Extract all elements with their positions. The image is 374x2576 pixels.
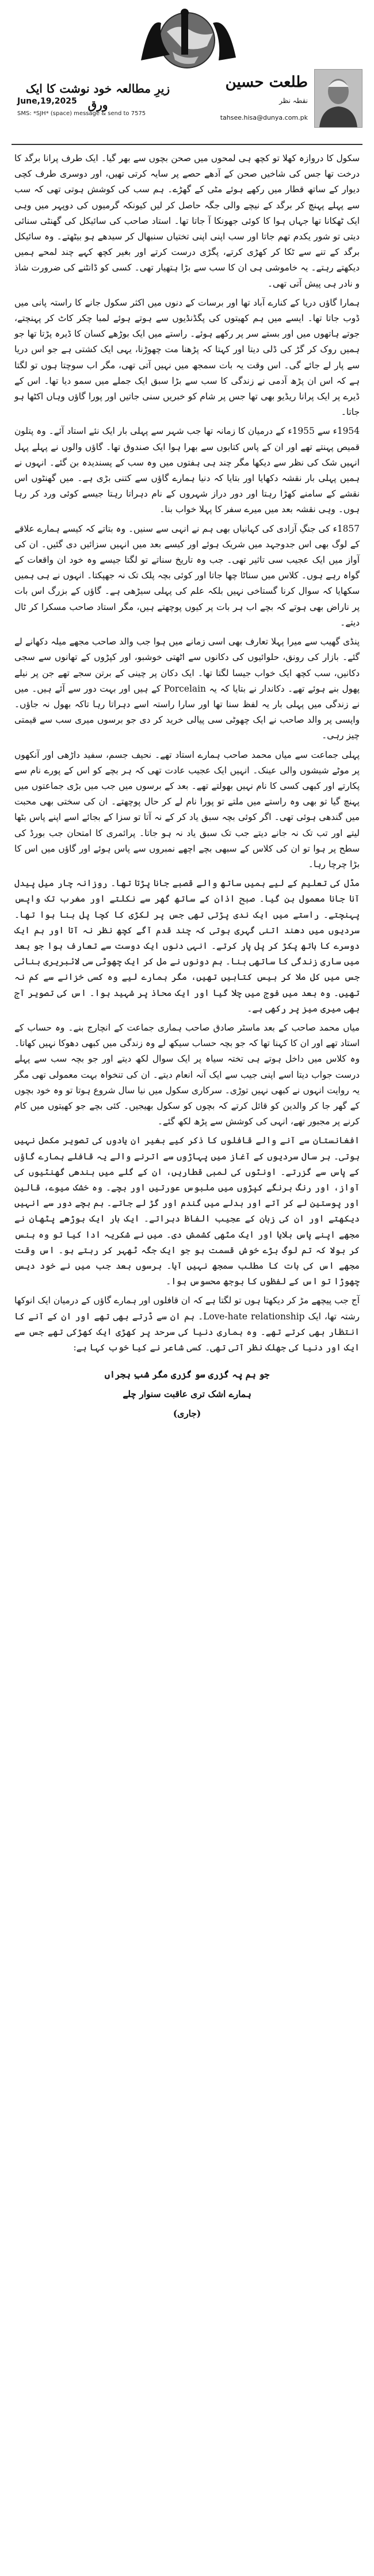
columnist-block bbox=[155, 69, 362, 132]
poem-line: جو ہم پہ گزری سو گزری مگر شبِ ہجراں bbox=[104, 1369, 270, 1380]
paragraph: افغانستان سے آنے والے قافلوں کا ذکر کیے بغیر ان یادوں کی تصویر مکمل نہیں ہوتی۔ ہر سال سردیوں کے آغاز میں پہاڑوں سے اترنے والے یہ قافلے ہمارے گاؤں کے پاس سے گزرتے۔ اونٹوں کی لمبی قطاریں، ان کے گلے میں بندھی گھنٹیوں کی آواز، اور رنگ برنگے کپڑوں میں ملبوس عورتیں اور بچے۔ وہ خشک میوے، قالین اور پوستین لے کر آتے اور بدلے میں گندم اور گڑ لے جاتے۔ ہم بچے دور سے انہیں دیکھتے اور ان کی زبان کے عجیب الفاظ دہراتے۔ ایک بار ایک بوڑھے پٹھان نے مجھے اپنے پاس بلایا اور ایک مٹھی کشمش دی۔ میں نے شکریہ ادا کیا تو وہ ہنس کر بولا کہ تم لوگ بڑے خوش قسمت ہو جو ایک جگہ ٹھہر کر رہتے ہو۔ اس وقت مجھے اس کی بات کا مطلب سمجھ نہیں آیا۔ برسوں بعد جب میں نے خود دیس چھوڑا تو اس کے لفظوں کا بوجھ محسوس ہوا۔ bbox=[14, 1135, 360, 1287]
newspaper-logo bbox=[127, 6, 247, 75]
publish-date: June,19,2025 bbox=[17, 97, 77, 106]
paragraph: سکول کا دروازہ کھلا تو کچھ ہی لمحوں میں صحن بچوں سے بھر گیا۔ ایک طرف پرانا برگد کا درخت تھا جس کی شاخیں صحن کے آدھے حصے پر سایہ کرتی تھیں، اور دوسری طرف کچی دیوار کے ساتھ قطار میں رکھے ہوئے مٹی کے گھڑے۔ ہم سب کی کوشش ہوتی تھی کہ سب سے پہلے پہنچ کر برگد کے نیچے والی جگہ حاصل کر لیں کیونکہ گرمیوں کی دوپہر میں وہی ایک ٹھکانا تھا جہاں ہوا کا کوئی جھونکا آ جاتا تھا۔ استاد صاحب کی سائیکل کی گھنٹی سنائی دیتی تو شور یکدم تھم جاتا اور سب اپنی اپنی تختیاں سنبھال کر سیدھے ہو بیٹھتے۔ وہ سائیکل برگد کے تنے سے ٹکا کر کھڑی کرتے، پگڑی درست کرتے اور بغیر کچھ کہے چند لمحے ہمیں دیکھتے رہتے۔ یہ خاموشی ہی ان کا سب سے بڑا ہتھیار تھی۔ کسی کو ڈانٹنے کی ضرورت شاذ و نادر ہی پیش آتی تھی۔ bbox=[14, 153, 360, 289]
person-icon bbox=[315, 70, 362, 127]
columnist-email: tahsee.hisa@dunya.com.pk bbox=[220, 114, 308, 121]
column-name: نقطہ نظر bbox=[279, 97, 308, 105]
columnist-name: طلعت حسین bbox=[225, 74, 308, 91]
paragraph: ہمارا گاؤں دریا کے کنارے آباد تھا اور برسات کے دنوں میں اکثر سکول جانے کا راستہ پانی میں ڈوب جاتا تھا۔ ایسے میں ہم کھیتوں کی پگڈنڈیوں سے ہوتے ہوئے لمبا چکر کاٹ کر پہنچتے، جوتے ہاتھوں میں اور بستے سر پر رکھے ہوئے۔ راستے میں ایک بوڑھے کسان کا ڈیرہ پڑتا تھا جو ہمیں روک کر گڑ کی ڈلی دیتا اور کہتا کہ پڑھنا مت چھوڑنا، یہی ایک کشتی ہے جو اس دریا سے پار لے جائے گی۔ اس وقت یہ بات سمجھ میں نہیں آتی تھی، مگر اب سوچتا ہوں تو لگتا ہے کہ اس ان پڑھ آدمی نے زندگی کا سب سے بڑا سبق ایک جملے میں سمو دیا تھا۔ اس کے ڈیرے پر ایک پرانا ریڈیو بھی تھا جس پر شام کو خبریں سنی جاتیں اور پورا گاؤں وہاں اکٹھا ہو جاتا۔ bbox=[14, 297, 360, 418]
paragraph: پنڈی گھیب سے میرا پہلا تعارف بھی اسی زمانے میں ہوا جب والد صاحب مجھے میلہ دکھانے لے گئے۔ بازار کی رونق، حلوائیوں کی دکانوں سے اٹھتی خوشبو، اور کپڑوں کے تھانوں سے سجی دکانیں، سب کچھ ایک خواب جیسا لگتا تھا۔ ایک دکان پر چینی کے برتن سجے تھے جن پر نیلے پھول بنے ہوئے تھے۔ دکاندار نے بتایا کہ یہ Porcelain کے ہیں اور بہت دور سے آئے ہیں۔ میں نے زندگی میں پہلی بار یہ لفظ سنا تھا اور سارا راستہ اسے دہراتا رہا تاکہ بھول نہ جاؤں۔ واپسی پر والد صاحب نے ایک چھوٹی سی پیالی خرید کر دی جو برسوں میری سب سے قیمتی چیز رہی۔ bbox=[14, 636, 360, 741]
logo-globe-icon bbox=[127, 6, 247, 75]
continued-marker: (جاری) bbox=[173, 1409, 201, 1419]
paragraph: میاں محمد صاحب کے بعد ماسٹر صادق صاحب ہماری جماعت کے انچارج بنے۔ وہ حساب کے استاد تھے اور ان کا کہنا تھا کہ جو بچہ حساب سیکھ لے وہ زندگی میں کبھی دھوکا نہیں کھاتا۔ وہ کلاس میں داخل ہوتے ہی تختہ سیاہ پر ایک سوال لکھ دیتے اور جو بچہ سب سے پہلے درست جواب دیتا اسے اپنی جیب سے ایک آنہ انعام دیتے۔ ان کی تنخواہ بہت معمولی تھی مگر یہ روایت انہوں نے کبھی نہیں توڑی۔ سرکاری سکول میں نیا سال شروع ہوتا تو وہ خود بچوں کے گھر جا کر والدین کو قائل کرتے کہ بچوں کو سکول بھیجیں۔ کئی بچے جو کھیتوں میں کام کرنے پر مجبور تھے، انہی کی کوشش سے پڑھ لکھ گئے۔ bbox=[14, 1022, 360, 1127]
masthead bbox=[0, 0, 374, 150]
headline-text: زیرِ مطالعہ خود نوشت کا ایک ورق bbox=[25, 82, 170, 112]
poem-block bbox=[14, 1365, 360, 1424]
paragraph: پہلی جماعت سے میاں محمد صاحب ہمارے استاد تھے۔ نحیف جسم، سفید داڑھی اور آنکھوں پر موٹے شیشوں والی عینک۔ انہیں ایک عجیب عادت تھی کہ ہر بچے کو اس کے پورے نام سے پکارتے اور کبھی کسی کا نام نہیں بھولتے تھے۔ بعد کے برسوں میں جب میں بڑی جماعتوں میں پہنچ گیا تو بھی وہ راستے میں ملتے تو پورا نام لے کر حال پوچھتے۔ ان کی سختی بھی محبت میں گندھی ہوئی تھی۔ اگر کوئی بچہ سبق یاد کر کے نہ آتا تو سزا کے بجائے اسے اپنے پاس بٹھا لیتے اور تب تک نہ جانے دیتے جب تک سبق یاد نہ ہو جاتا۔ پرائمری کا امتحان جب بورڈ کی سطح پر ہوا تو ان کی کلاس کے سبھی بچے اچھے نمبروں سے پاس ہوئے اور گاؤں میں اس کا بڑا چرچا رہا۔ bbox=[14, 749, 360, 869]
paragraph: مڈل کی تعلیم کے لیے ہمیں ساتھ والے قصبے جانا پڑتا تھا۔ روزانہ چار میل پیدل آنا جانا معمول بن گیا۔ صبح اذان کے ساتھ گھر سے نکلتے اور مغرب تک واپس پہنچتے۔ راستے میں ایک ندی پڑتی تھی جس پر لکڑی کا کچا پل بنا ہوا تھا۔ سردیوں میں دھند اتنی گہری ہوتی کہ چند قدم آگے کچھ نظر نہ آتا اور ہم ایک دوسرے کا ہاتھ پکڑ کر پل پار کرتے۔ انہی دنوں ایک دوست سے تعارف ہوا جو بعد میں ساری زندگی کا ساتھی بنا۔ ہم دونوں نے مل کر ایک چھوٹی سی لائبریری بنائی جس میں کل ملا کر بیس کتابیں تھیں، مگر ہمارے لیے وہ کسی خزانے سے کم نہ تھیں۔ وہ بعد میں فوج میں چلا گیا اور ایک محاذ پر شہید ہوا۔ اس کی تصویر آج بھی میری میز پر رکھی ہے۔ bbox=[14, 878, 360, 1014]
header-divider bbox=[12, 144, 362, 145]
article-body bbox=[14, 151, 360, 1424]
paragraph: 1954ء سے 1955ء کے درمیان کا زمانہ تھا جب شہر سے پہلی بار ایک نئے استاد آئے۔ وہ پتلون قمیص پہنتے تھے اور ان کے پاس کتابوں سے بھرا ہوا ایک صندوق تھا۔ گاؤں والوں نے پہلے پہل انہیں شک کی نظر سے دیکھا مگر چند ہی ہفتوں میں وہ سب کے پسندیدہ بن گئے۔ انہوں نے ہمیں پہلی بار نقشہ دکھایا اور بتایا کہ دنیا ہمارے گاؤں سے کتنی بڑی ہے۔ میں گھنٹوں اس نقشے کے سامنے کھڑا رہتا اور دور دراز شہروں کے نام دہراتا رہتا جیسے کوئی ورد کر رہا ہوں۔ وہی نقشہ بعد میں میرے سفر کا پہلا خواب بنا۔ bbox=[14, 426, 360, 515]
poem-line: ہمارے اشک تری عاقبت سنوار چلے bbox=[123, 1389, 251, 1400]
paragraph: آج جب پیچھے مڑ کر دیکھتا ہوں تو لگتا ہے کہ ان قافلوں اور ہمارے گاؤں کے درمیان ایک انوکھا رشتہ تھا، ایک Love-hate relationship۔ ہم ان سے ڈرتے بھی تھے اور ان کے آنے کا انتظار بھی کرتے تھے۔ وہ ہماری دنیا کی سرحد پر کھڑی ایک کھڑکی تھے جس سے ایک اور دنیا کی جھلک نظر آتی تھی۔ کسی شاعر نے کیا خوب کہا ہے: bbox=[14, 1295, 360, 1353]
masthead-meta bbox=[17, 97, 167, 117]
columnist-avatar bbox=[314, 69, 362, 128]
paragraph: 1857ء کی جنگِ آزادی کی کہانیاں بھی ہم نے انہی سے سنیں۔ وہ بتاتے کہ کیسے ہمارے علاقے کے لوگ بھی اس جدوجہد میں شریک ہوئے اور کیسے بعد میں انہیں سزائیں دی گئیں۔ ان کی آواز میں ایک عجیب سی تاثیر تھی۔ جب وہ تاریخ سناتے تو لگتا جیسے وہ خود ان واقعات کے گواہ رہے ہوں۔ کلاس میں سناٹا چھا جاتا اور کوئی بچہ پلک تک نہ جھپکتا۔ انہوں نے ہی ہمیں سکھایا کہ سوال کرنا گستاخی نہیں بلکہ علم کی پہلی سیڑھی ہے۔ گاؤں کے بزرگ اس بات پر ناراض بھی ہوتے کہ بچے اب ہر بات پر کیوں پوچھتے ہیں، مگر استاد صاحب مسکرا کر ٹال دیتے۔ bbox=[14, 523, 360, 628]
sms-info: SMS: *SJH* (space) message & send to 7575 bbox=[17, 110, 146, 117]
